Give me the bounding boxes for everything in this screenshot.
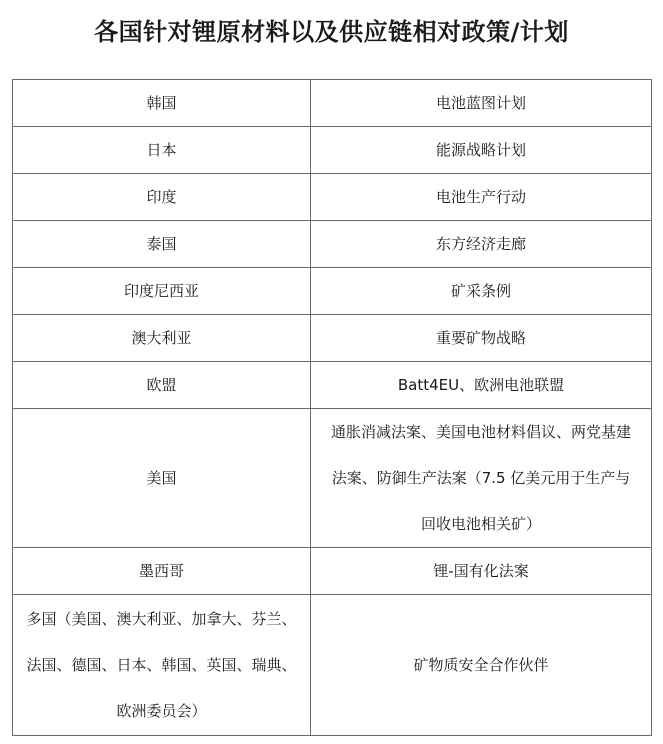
table-row — [13, 595, 652, 736]
country-line: 欧洲委员会） — [116, 702, 207, 720]
table-row — [13, 268, 652, 315]
policy-cell: 东方经济走廊 — [311, 221, 652, 268]
table-row — [13, 127, 652, 174]
policy-cell: 锂-国有化法案 — [311, 548, 652, 595]
policy-cell: 矿物质安全合作伙伴 — [311, 595, 652, 736]
country-cell — [13, 595, 311, 736]
policy-cell: 能源战略计划 — [311, 127, 652, 174]
table-row — [13, 80, 652, 127]
policy-line: 回收电池相关矿） — [420, 515, 541, 533]
policy-cell: 矿采条例 — [311, 268, 652, 315]
country-line: 多国（美国、澳大利亚、加拿大、芬兰、 — [26, 610, 297, 628]
country-cell: 日本 — [13, 127, 311, 174]
country-cell: 泰国 — [13, 221, 311, 268]
policy-cell: 电池生产行动 — [311, 174, 652, 221]
policy-cell: Batt4EU、欧洲电池联盟 — [311, 362, 652, 409]
country-cell: 欧盟 — [13, 362, 311, 409]
policy-cell — [311, 409, 652, 548]
table-row — [13, 409, 652, 548]
country-cell: 韩国 — [13, 80, 311, 127]
document-title: 各国针对锂原材料以及供应链相对政策/计划 — [94, 18, 569, 46]
country-line: 法国、德国、日本、韩国、英国、瑞典、 — [26, 656, 297, 674]
country-cell: 印度尼西亚 — [13, 268, 311, 315]
table-row — [13, 362, 652, 409]
table-row — [13, 548, 652, 595]
country-cell: 印度 — [13, 174, 311, 221]
table-row — [13, 174, 652, 221]
country-cell: 美国 — [13, 409, 311, 548]
policy-line: 法案、防御生产法案（7.5 亿美元用于生产与 — [331, 469, 631, 487]
policy-cell: 重要矿物战略 — [311, 315, 652, 362]
table-row — [13, 315, 652, 362]
country-cell: 墨西哥 — [13, 548, 311, 595]
country-cell: 澳大利亚 — [13, 315, 311, 362]
policy-cell: 电池蓝图计划 — [311, 80, 652, 127]
table-row — [13, 221, 652, 268]
policy-line: 通胀消减法案、美国电池材料倡议、两党基建 — [330, 423, 631, 441]
policy-table — [12, 79, 652, 736]
